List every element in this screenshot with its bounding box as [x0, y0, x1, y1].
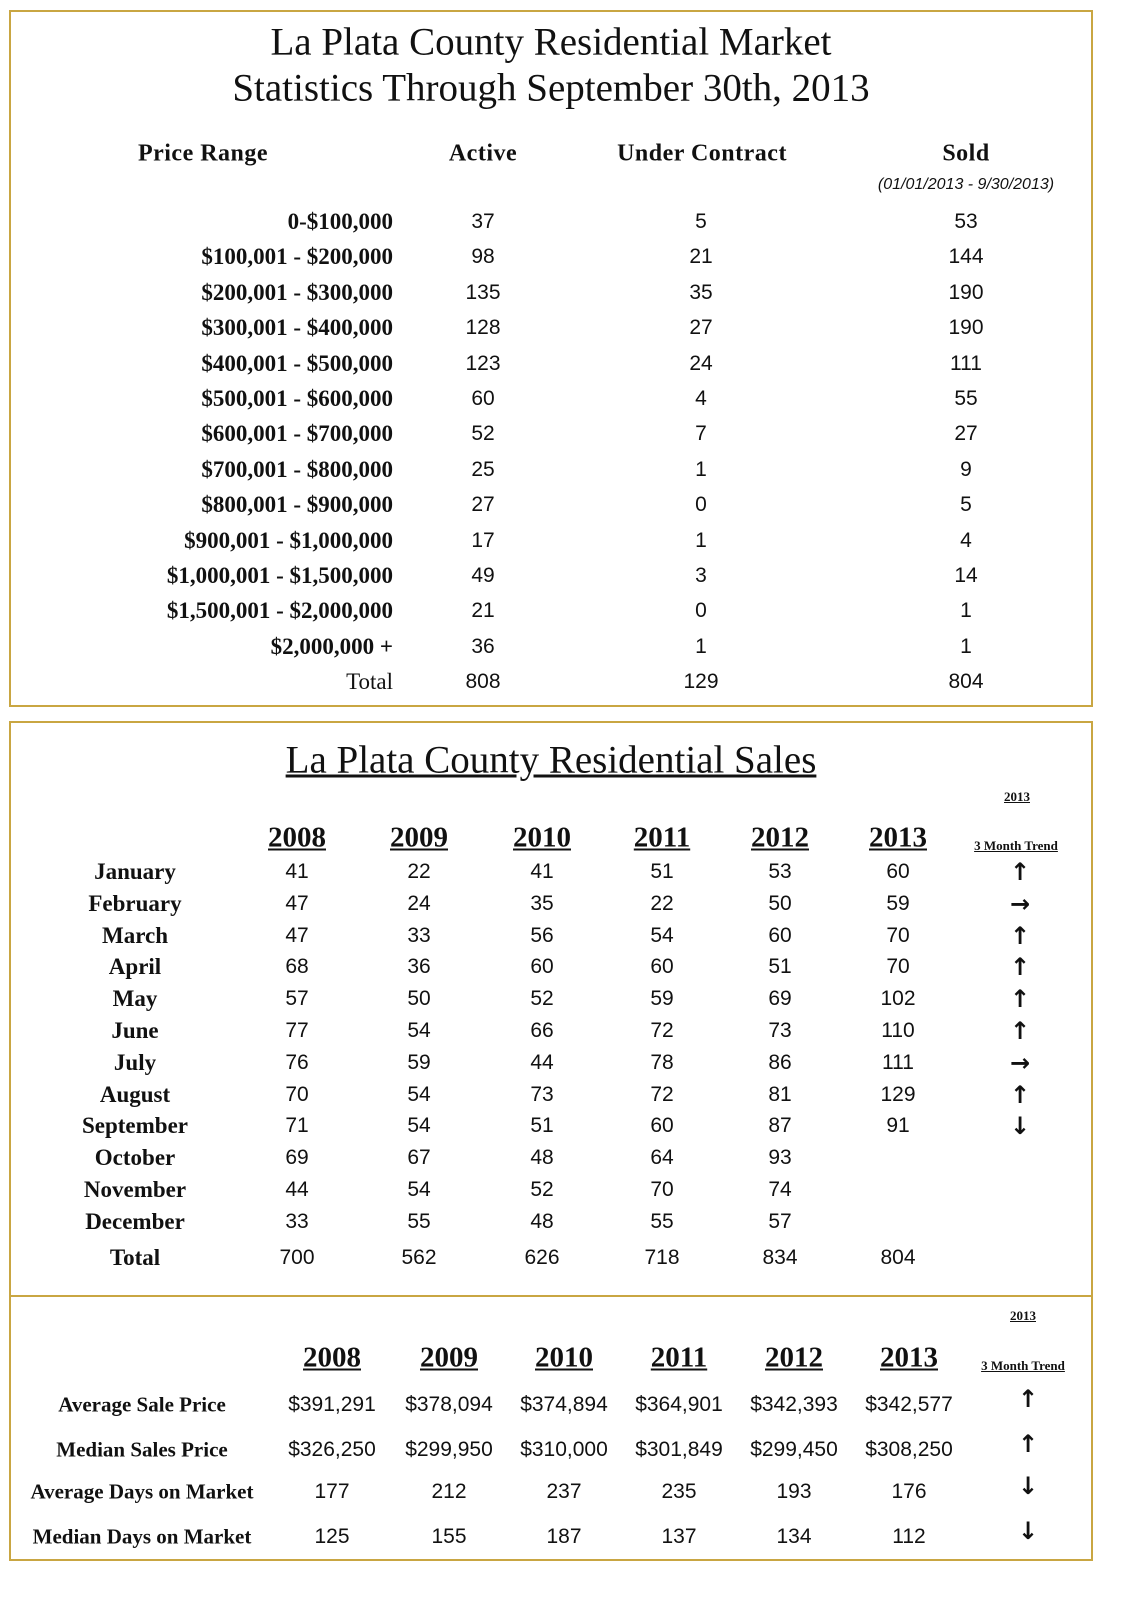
monthly-sales-value: 47 [285, 891, 309, 915]
active-count: 49 [471, 564, 495, 587]
price-days-panel [9, 1295, 1093, 1561]
monthly-sales-value: 70 [886, 955, 910, 979]
metric-label: Average Days on Market [30, 1479, 254, 1504]
sold-count: 804 [948, 670, 984, 694]
monthly-sales-value: 834 [762, 1246, 798, 1269]
monthly-sales-value: 48 [530, 1146, 554, 1170]
active-count: 808 [465, 670, 501, 694]
monthly-sales-value: 47 [285, 923, 309, 947]
month-label: November [83, 1177, 187, 1202]
monthly-sales-value: 562 [401, 1246, 437, 1269]
monthly-sales-value: 41 [530, 860, 554, 883]
monthly-sales-value: 81 [768, 1082, 792, 1106]
monthly-sales-value: 33 [285, 1209, 309, 1233]
trend-up-icon: ↑ [1009, 921, 1031, 950]
month-label: October [94, 1145, 176, 1171]
monthly-sales-value: 804 [880, 1246, 916, 1269]
monthly-sales-value: 33 [407, 923, 431, 947]
month-label: July [113, 1049, 157, 1075]
monthly-sales-value: 67 [407, 1146, 431, 1170]
column-header-under-contract: Under Contract [617, 140, 787, 167]
monthly-sales-value: 41 [285, 860, 309, 883]
year-header: 2010 [535, 1341, 593, 1374]
monthly-sales-value: 55 [407, 1209, 431, 1233]
trend-down-icon: ↓ [1009, 1112, 1031, 1141]
monthly-sales-value: 44 [285, 1178, 309, 1201]
column-header-active: Active [448, 140, 518, 167]
monthly-sales-value: 72 [650, 1082, 674, 1106]
monthly-sales-value: 22 [650, 891, 674, 915]
page-title-line2: Statistics Through September 30th, 2013 [232, 66, 870, 110]
price-range-label: $1,500,001 - $2,000,000 [166, 598, 393, 624]
monthly-sales-value: 51 [650, 860, 674, 883]
active-count: 135 [465, 280, 501, 304]
monthly-sales-value: 72 [650, 1019, 674, 1042]
metric-value: $374,894 [520, 1393, 608, 1416]
price-range-label: $900,001 - $1,000,000 [184, 527, 393, 553]
total-label: Total [109, 1245, 161, 1270]
trend-down-icon: ↓ [1017, 1517, 1039, 1545]
monthly-sales-value: 51 [768, 955, 792, 979]
monthly-sales-value: 60 [530, 955, 554, 979]
year-header: 2009 [420, 1341, 478, 1374]
monthly-sales-value: 54 [407, 1114, 431, 1138]
monthly-sales-value: 91 [886, 1114, 910, 1138]
trend-up-icon: ↑ [1009, 1017, 1031, 1045]
monthly-sales-value: 53 [768, 860, 792, 883]
monthly-sales-value: 22 [407, 860, 431, 883]
price-range-label: $200,001 - $300,000 [201, 279, 393, 305]
monthly-sales-value: 74 [768, 1178, 792, 1201]
active-count: 17 [471, 528, 495, 552]
page-title-line1: La Plata County Residential Market [270, 20, 832, 64]
under-contract-count: 24 [689, 351, 713, 375]
trend-up-icon: ↑ [1009, 858, 1031, 886]
metric-value: 137 [661, 1525, 697, 1548]
active-count: 52 [471, 422, 495, 446]
metric-value: $310,000 [520, 1438, 608, 1461]
trend-flat-icon: → [1009, 1048, 1031, 1077]
sold-count: 14 [954, 564, 978, 587]
metric-value: $299,950 [405, 1438, 493, 1461]
sales-title: La Plata County Residential Sales [285, 738, 817, 782]
metric-value: $378,094 [405, 1393, 493, 1416]
year-header: 2008 [303, 1341, 361, 1374]
monthly-sales-value: 24 [407, 891, 431, 915]
month-label: March [101, 922, 169, 948]
month-label: December [85, 1208, 185, 1234]
monthly-sales-value: 129 [880, 1082, 916, 1106]
under-contract-count: 0 [695, 599, 707, 623]
monthly-sales-value: 35 [530, 891, 554, 915]
monthly-sales-value: 57 [285, 987, 309, 1011]
metric-value: 193 [776, 1480, 812, 1503]
metric-value: 155 [431, 1525, 467, 1548]
metric-value: $326,250 [288, 1438, 376, 1461]
monthly-sales-value: 54 [407, 1082, 431, 1106]
sold-count: 1 [960, 634, 972, 658]
monthly-sales-value: 73 [530, 1082, 554, 1106]
monthly-sales-value: 77 [285, 1019, 309, 1042]
monthly-sales-value: 86 [768, 1050, 792, 1074]
monthly-sales-value: 51 [530, 1114, 554, 1138]
under-contract-count: 27 [689, 316, 713, 340]
price-range-label: $1,000,001 - $1,500,000 [166, 563, 393, 588]
monthly-sales-value: 700 [279, 1246, 315, 1269]
metric-value: 235 [661, 1480, 697, 1503]
monthly-sales-value: 102 [880, 987, 916, 1011]
monthly-sales-value: 73 [768, 1019, 792, 1042]
active-count: 27 [471, 493, 495, 517]
under-contract-count: 7 [695, 422, 707, 446]
month-label: February [88, 890, 182, 916]
metric-value: 177 [314, 1480, 350, 1503]
price-range-label: $600,001 - $700,000 [201, 421, 393, 447]
year-header: 2011 [633, 821, 691, 854]
sold-count: 27 [954, 422, 978, 446]
sold-count: 53 [954, 210, 978, 233]
monthly-sales-value: 69 [768, 987, 792, 1011]
monthly-sales-value: 626 [524, 1246, 560, 1269]
year-header: 2011 [650, 1341, 708, 1374]
active-count: 128 [465, 316, 501, 340]
monthly-sales-value: 71 [285, 1114, 309, 1138]
monthly-sales-value: 59 [886, 891, 910, 915]
under-contract-count: 1 [695, 634, 707, 658]
monthly-sales-value: 54 [407, 1019, 431, 1042]
sold-count: 1 [960, 599, 972, 623]
active-count: 60 [471, 387, 495, 410]
trend-column-header: 3 Month Trend [974, 838, 1058, 853]
metric-value: $308,250 [865, 1438, 953, 1461]
month-label: January [94, 859, 176, 884]
price-range-label: 0-$100,000 [287, 209, 393, 234]
year-header: 2008 [268, 821, 326, 854]
monthly-sales-value: 69 [285, 1146, 309, 1170]
monthly-sales-value: 111 [882, 1050, 914, 1074]
monthly-sales-value: 50 [407, 987, 431, 1011]
monthly-sales-value: 78 [650, 1050, 674, 1074]
metric-value: 212 [431, 1480, 467, 1503]
under-contract-count: 1 [695, 457, 707, 481]
year-header: 2012 [751, 821, 809, 854]
year-header: 2009 [390, 821, 448, 854]
metric-value: 112 [892, 1525, 926, 1548]
metric-label: Median Sales Price [56, 1437, 228, 1462]
price-range-label: $400,001 - $500,000 [201, 350, 393, 376]
under-contract-count: 21 [689, 245, 713, 269]
metric-value: $391,291 [288, 1393, 376, 1416]
monthly-sales-value: 55 [650, 1209, 674, 1233]
monthly-sales-value: 718 [644, 1246, 680, 1269]
metric-value: 125 [314, 1525, 350, 1548]
metric-value: $342,393 [750, 1393, 838, 1416]
trend-up-icon: ↑ [1009, 985, 1031, 1014]
sold-count: 144 [948, 245, 984, 269]
active-count: 25 [471, 457, 495, 481]
monthly-sales-value: 60 [650, 1114, 674, 1138]
metric-label: Median Days on Market [32, 1524, 252, 1549]
monthly-sales-value: 54 [407, 1178, 431, 1201]
monthly-sales-value: 59 [407, 1050, 431, 1074]
monthly-sales-value: 60 [768, 923, 792, 947]
column-header-price-range: Price Range [137, 140, 269, 167]
metric-value: 237 [546, 1480, 582, 1503]
sold-count: 190 [948, 316, 984, 340]
active-count: 123 [465, 351, 501, 375]
active-count: 37 [471, 210, 495, 233]
metric-value: $301,849 [635, 1438, 723, 1461]
trend-year-label: 2013 [1004, 789, 1030, 804]
year-header: 2012 [765, 1341, 823, 1374]
monthly-sales-value: 64 [650, 1146, 674, 1170]
month-label: May [112, 986, 158, 1012]
price-range-label: $300,001 - $400,000 [201, 315, 393, 341]
monthly-sales-value: 44 [530, 1050, 554, 1074]
price-range-label: $2,000,000 + [270, 633, 393, 659]
metric-value: 134 [776, 1525, 812, 1548]
metric-value: $299,450 [750, 1438, 838, 1461]
sold-period-note: (01/01/2013 - 9/30/2013) [877, 176, 1055, 193]
total-label: Total [346, 669, 393, 695]
monthly-sales-value: 110 [881, 1019, 915, 1042]
under-contract-count: 5 [695, 210, 707, 233]
price-range-label: $800,001 - $900,000 [201, 492, 393, 518]
monthly-sales-value: 93 [768, 1146, 792, 1170]
monthly-sales-value: 52 [530, 1178, 554, 1201]
month-label: April [108, 954, 162, 980]
monthly-sales-value: 54 [650, 923, 674, 947]
monthly-sales-value: 36 [407, 955, 431, 979]
monthly-sales-value: 52 [530, 987, 554, 1011]
under-contract-count: 0 [695, 493, 707, 517]
under-contract-count: 1 [695, 528, 707, 552]
monthly-sales-value: 60 [650, 955, 674, 979]
under-contract-count: 35 [689, 280, 713, 304]
monthly-sales-value: 56 [530, 923, 554, 947]
year-header: 2013 [869, 821, 927, 854]
monthly-sales-value: 70 [285, 1082, 309, 1106]
metric-value: $364,901 [635, 1393, 723, 1416]
trend-up-icon: ↑ [1009, 953, 1031, 982]
trend-down-icon: ↓ [1017, 1472, 1039, 1500]
active-count: 21 [471, 599, 495, 623]
monthly-sales-value: 70 [650, 1178, 674, 1201]
active-count: 98 [471, 245, 495, 269]
sold-count: 111 [950, 351, 982, 375]
monthly-sales-value: 68 [285, 955, 309, 979]
sold-count: 5 [960, 493, 972, 517]
monthly-sales-value: 70 [886, 923, 910, 947]
price-range-label: $700,001 - $800,000 [201, 456, 393, 482]
month-label: September [81, 1113, 189, 1139]
trend-column-header: 3 Month Trend [981, 1358, 1065, 1373]
under-contract-count: 3 [695, 564, 707, 587]
monthly-sales-value: 59 [650, 987, 674, 1011]
metric-value: 176 [891, 1480, 927, 1503]
trend-up-icon: ↑ [1017, 1385, 1039, 1413]
monthly-sales-value: 60 [886, 860, 910, 883]
trend-up-icon: ↑ [1017, 1430, 1039, 1458]
year-header: 2013 [880, 1341, 938, 1374]
monthly-sales-value: 87 [768, 1114, 792, 1138]
under-contract-count: 4 [695, 387, 707, 410]
metric-label: Average Sale Price [58, 1392, 226, 1417]
month-label: June [111, 1018, 159, 1043]
price-range-label: $500,001 - $600,000 [201, 386, 393, 411]
year-header: 2010 [513, 821, 571, 854]
sold-count: 9 [960, 457, 972, 481]
monthly-sales-value: 57 [768, 1209, 792, 1233]
sold-count: 4 [960, 528, 972, 552]
trend-up-icon: ↑ [1009, 1080, 1031, 1109]
price-range-label: $100,001 - $200,000 [201, 244, 393, 270]
active-count: 36 [471, 634, 495, 658]
column-header-sold: Sold [942, 140, 990, 167]
monthly-sales-value: 48 [530, 1209, 554, 1233]
trend-flat-icon: → [1009, 889, 1031, 918]
sold-count: 55 [954, 387, 978, 410]
sold-count: 190 [948, 280, 984, 304]
trend-year-label: 2013 [1010, 1308, 1036, 1323]
month-label: August [99, 1081, 171, 1107]
metric-value: 187 [546, 1525, 582, 1548]
monthly-sales-value: 66 [530, 1019, 554, 1042]
monthly-sales-value: 76 [285, 1050, 309, 1074]
metric-value: $342,577 [865, 1393, 953, 1416]
monthly-sales-value: 50 [768, 891, 792, 915]
under-contract-count: 129 [683, 670, 719, 694]
